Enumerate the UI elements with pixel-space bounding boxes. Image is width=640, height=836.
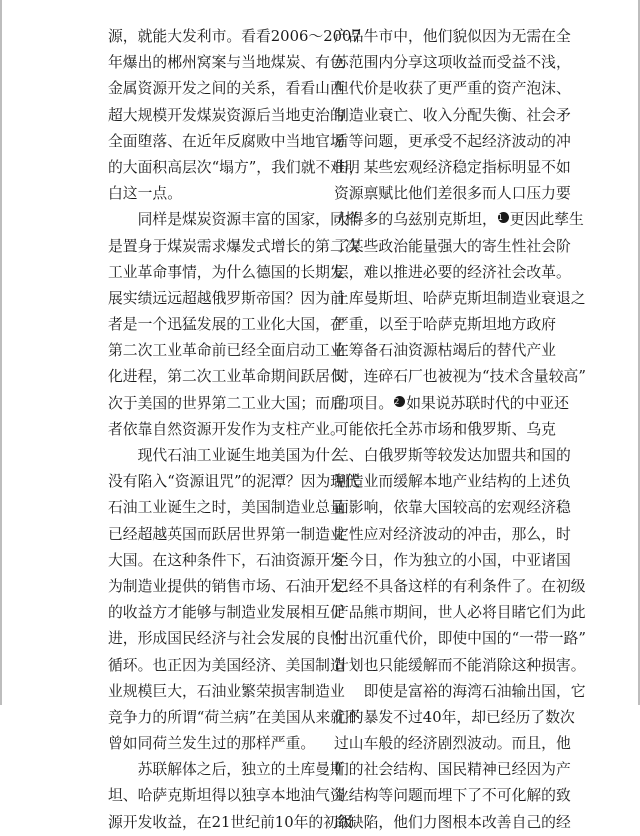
text-line [108,810,353,836]
text-line [334,757,571,783]
text-line [108,286,345,312]
line-text: 制造业而缓解本地产业结构的上述负 [334,473,571,491]
text-line [108,731,314,757]
line-text: 资源禀赋比他们差很多而人口压力要 [334,185,571,203]
text-line [108,50,345,76]
line-text: 即使是富裕的海湾石油输出国，它 [334,682,586,700]
line-text: 付出沉重代价，即使中国的“一带一路” [334,630,586,648]
line-text: 超大规模开发煤炭资源后当地吏治的 [108,106,345,124]
text-line [108,574,345,600]
line-text: 了某些政治能量强大的寄生性社会阶 [334,237,571,255]
line-text: 制造业衰亡、收入分配失衡、社会矛 [334,106,571,124]
line-text: 全面堕落、在近年反腐败中当地官场 [108,132,345,150]
line-text: 产品熊市期间，世人必将目睹它们为此 [334,604,586,622]
line-text: 层，难以推进必要的经济社会改革。 [334,263,571,281]
line-text: 命缺陷，他们力图根本改善自己的经 [334,813,571,831]
inline-text: 如果说苏联时代的中亚还 [406,394,569,412]
line-text: 苏范围内分享这项收益而受益不浅， [334,54,571,72]
line-text: 面影响，依靠大国较高的宏观经济稳 [334,499,571,517]
text-line [108,679,345,705]
line-text: 化进程，第二次工业革命期间跃居仅 [108,368,345,386]
line-text: 年爆出的郴州窝案与当地煤炭、有色 [108,54,345,72]
line-text: 已经不具备这样的有利条件了。在初级 [334,577,586,595]
line-text: 在筹备石油资源枯竭后的替代产业 [334,342,556,360]
text-line [334,391,569,417]
text-line [108,129,345,155]
text-line [334,705,575,731]
line-text: 工业革命事情，为什么德国的长期发 [108,263,345,281]
line-text: 兰、白俄罗斯等较发达加盟共和国的 [334,447,571,464]
text-line [108,364,345,390]
line-text: 循环。也正因为美国经济、美国制造 [108,656,345,674]
text-line [334,548,571,574]
line-text: 的收益方才能够与制造业发展相互促 [108,604,345,622]
line-text: 白这一点。 [108,185,182,203]
text-line [108,653,345,679]
line-text: 大得多的乌兹别克斯坦， [334,211,497,229]
text-line [334,181,571,207]
line-text: 的项目。 [334,394,394,412]
line-text: 次于美国的世界第二工业大国；而后 [108,394,345,412]
line-text: 没有陷入“资源诅咒”的泥潭？因为现代 [108,473,360,491]
line-text: 严重，以至于哈萨克斯坦地方政府 [334,316,556,334]
line-text: 击，某些宏观经济稳定指标明显不如 [334,158,571,176]
text-line [334,129,571,155]
text-line [108,626,345,652]
line-text: 为制造业提供的销售市场、石油开发 [108,577,345,595]
text-line [108,155,360,181]
line-text: 们的社会结构、国民精神已经因为产 [334,761,571,779]
text-line [334,155,571,181]
text-line [108,234,360,260]
line-text: 计划也只能缓解而不能消除这种损害。 [334,656,586,674]
text-line [334,495,571,521]
line-text: 可能依托全苏市场和俄罗斯、乌克 [334,420,556,438]
text-line [334,469,571,495]
text-line [108,548,345,574]
line-text: 展实绩远远超越俄罗斯帝国？因为前 [108,289,345,307]
text-line [108,260,345,286]
text-line [334,417,556,443]
text-line [334,626,586,652]
text-line [334,443,571,469]
text-line [108,522,345,548]
line-text: 但代价是收获了更严重的资产泡沫、 [334,80,571,98]
inline-text: 更因此孳生 [509,211,584,229]
text-line [108,76,345,102]
text-line [334,653,586,679]
text-line [334,76,571,102]
text-line [108,600,345,626]
line-text: 产品牛市中，他们貌似因为无需在全 [334,28,571,45]
line-text: 曾如同荷兰发生过的那样严重。 [108,735,316,753]
line-text: 定性应对经济波动的冲击，那么，时 [334,525,571,543]
text-line [108,783,345,809]
text-line [334,286,586,312]
line-text: 者依靠自然资源开发作为支柱产业。 [108,420,345,438]
line-text: 进，形成国民经济与社会发展的良性 [108,630,345,648]
page-left-border [0,0,2,705]
text-line [334,679,586,705]
line-text: 时，连碎石厂也被视为“技术含量较高” [334,368,586,386]
text-line [108,103,345,129]
text-line [108,469,360,495]
line-text: 同样是煤炭资源丰富的国家，同样 [108,211,360,229]
line-text: 过山车般的经济剧烈波动。而且，他 [334,735,571,753]
text-line [108,417,345,443]
line-text: 源开发收益，在21世纪前10年的初级 [108,813,353,831]
line-text: 苏联解体之后，独立的土库曼斯 [108,761,345,779]
line-text: 源，就能大发利市。看看2006～2007 [108,28,361,45]
text-line [108,312,345,338]
text-line [108,207,360,233]
left-text-column [108,24,361,836]
text-line [108,338,345,364]
footnote-marker: 2 [394,396,405,407]
line-text: 石油工业诞生之时，美国制造业总量 [108,499,345,517]
line-text: 大国。在这种条件下，石油资源开发 [108,551,345,569]
line-text: 是置身于煤炭需求爆发式增长的第二次 [108,237,360,255]
line-text: 坦、哈萨克斯坦得以独享本地油气资 [108,787,345,805]
text-line [334,50,571,76]
line-text: 盾等问题，更承受不起经济波动的冲 [334,132,571,150]
text-line [334,24,571,50]
text-line [334,312,556,338]
text-line [108,705,360,731]
text-line [108,757,345,783]
footnote-marker: 1 [498,212,509,223]
line-text: 竞争力的所谓“荷兰病”在美国从来就不 [108,708,360,726]
text-line [334,260,571,286]
text-line [334,207,584,233]
text-line [334,574,586,600]
line-text: 第二次工业革命前已经全面启动工业 [108,342,345,360]
text-line [334,731,571,757]
line-text: 们的暴发不过40年，却已经历了数次 [334,708,575,726]
text-line [334,103,571,129]
text-line [108,443,345,469]
line-text: 业结构等问题而埋下了不可化解的致 [334,787,571,805]
text-line [334,364,586,390]
line-text: 金属资源开发之间的关系，看看山西 [108,80,345,98]
line-text: 已经超越英国而跃居世界第一制造业 [108,525,345,543]
line-text: 者是一个迅猛发展的工业化大国，在 [108,316,345,334]
line-text: 的大面积高层次“塌方”，我们就不难明 [108,158,360,176]
line-text: 业规模巨大，石油业繁荣损害制造业 [108,682,345,700]
line-text: 至今日，作为独立的小国，中亚诸国 [334,551,571,569]
text-line [108,24,361,50]
text-line [334,600,586,626]
line-text: 现代石油工业诞生地美国为什么 [108,447,345,464]
text-line [108,391,345,417]
right-text-column [334,24,586,836]
text-line [334,234,571,260]
text-line [334,810,571,836]
text-line [334,522,571,548]
text-line [108,495,345,521]
text-line [334,783,571,809]
text-line [108,181,314,207]
text-line [334,338,556,364]
line-text: 土库曼斯坦、哈萨克斯坦制造业衰退之 [334,289,586,307]
